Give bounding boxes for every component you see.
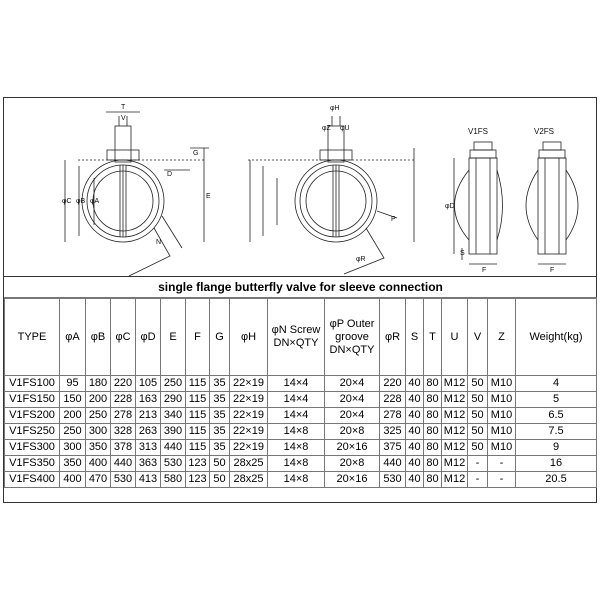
table-cell: 40 — [406, 408, 424, 424]
table-cell: 213 — [136, 408, 161, 424]
table-cell: 14×8 — [268, 472, 325, 488]
table-cell: M10 — [488, 392, 516, 408]
table-cell: 20.5 — [516, 472, 597, 488]
table-cell: 50 — [468, 440, 488, 456]
table-cell: M12 — [442, 392, 468, 408]
table-cell: 290 — [161, 392, 186, 408]
table-cell: 28x25 — [230, 456, 268, 472]
dim-label-v: V — [121, 115, 126, 122]
table-cell: 115 — [186, 424, 210, 440]
table-cell: 14×4 — [268, 376, 325, 392]
table-cell: 35 — [210, 440, 230, 456]
dim-label-n: N — [156, 239, 162, 246]
table-cell: 35 — [210, 392, 230, 408]
table-cell: 300 — [60, 440, 86, 456]
table-cell: 115 — [186, 376, 210, 392]
table-cell: 278 — [380, 408, 406, 424]
table-cell: 375 — [380, 440, 406, 456]
table-cell: 400 — [86, 456, 111, 472]
table-cell: 325 — [380, 424, 406, 440]
table-cell: 115 — [186, 392, 210, 408]
table-cell: V1FS150 — [5, 392, 60, 408]
table-cell: V1FS100 — [5, 376, 60, 392]
table-cell: 80 — [424, 376, 442, 392]
table-cell: 200 — [86, 392, 111, 408]
table-cell: 530 — [380, 472, 406, 488]
table-cell: M12 — [442, 408, 468, 424]
column-header: φN Screw DN×QTY — [268, 299, 325, 376]
side-view-v2fs — [526, 142, 578, 264]
table-cell: 220 — [111, 376, 136, 392]
table-cell: 440 — [161, 440, 186, 456]
table-cell: 20×4 — [325, 376, 380, 392]
column-header: Weight(kg) — [516, 299, 597, 376]
table-title: single flange butterfly valve for sleeve connection — [4, 278, 597, 298]
column-header: E — [161, 299, 186, 376]
table-cell: - — [468, 456, 488, 472]
table-body — [5, 376, 597, 488]
column-header: φH — [230, 299, 268, 376]
dim-label-r: φR — [356, 256, 366, 263]
table-cell: 40 — [406, 424, 424, 440]
column-header: φD — [136, 299, 161, 376]
table-cell: 390 — [161, 424, 186, 440]
column-header: φA — [60, 299, 86, 376]
table-cell: 328 — [111, 424, 136, 440]
table-cell: 50 — [468, 376, 488, 392]
dim-label-phic: φC — [62, 198, 72, 205]
table-cell: 228 — [380, 392, 406, 408]
table-cell: 7.5 — [516, 424, 597, 440]
table-cell: 4 — [516, 376, 597, 392]
table-cell: M12 — [442, 456, 468, 472]
valve-drawing-svg — [4, 98, 596, 276]
table-cell: 340 — [161, 408, 186, 424]
table-cell: 123 — [186, 456, 210, 472]
column-header: U — [442, 299, 468, 376]
table-cell: V1FS350 — [5, 456, 60, 472]
table-cell: 20×16 — [325, 440, 380, 456]
table-cell: 80 — [424, 472, 442, 488]
table-cell: - — [488, 472, 516, 488]
table-cell: 35 — [210, 376, 230, 392]
dim-label-phiu: φU — [340, 125, 350, 132]
column-header: V — [468, 299, 488, 376]
table-cell: 250 — [60, 424, 86, 440]
table-cell: 14×8 — [268, 440, 325, 456]
table-cell: 440 — [111, 456, 136, 472]
dim-label-phib: φB — [76, 198, 86, 205]
dim-label-f2: F — [550, 267, 555, 274]
table-cell: 378 — [111, 440, 136, 456]
table-row — [5, 424, 597, 440]
front-view-groove — [248, 116, 414, 274]
table-cell: 95 — [60, 376, 86, 392]
table-cell: 40 — [406, 392, 424, 408]
table-cell: 20×4 — [325, 392, 380, 408]
table-cell: 22×19 — [230, 376, 268, 392]
table-cell: 20×8 — [325, 456, 380, 472]
table-cell: 22×19 — [230, 424, 268, 440]
spec-table — [4, 278, 597, 488]
table-cell: 20×4 — [325, 408, 380, 424]
table-cell: 40 — [406, 456, 424, 472]
table-cell: 14×4 — [268, 408, 325, 424]
table-row — [5, 408, 597, 424]
table-cell: 105 — [136, 376, 161, 392]
table-cell: 363 — [136, 456, 161, 472]
table-cell: 14×8 — [268, 456, 325, 472]
table-cell: 16 — [516, 456, 597, 472]
table-cell: M12 — [442, 440, 468, 456]
dim-label-f1: F — [482, 267, 487, 274]
table-cell: 28x25 — [230, 472, 268, 488]
table-cell: 80 — [424, 408, 442, 424]
dim-label-phid: φD — [445, 203, 455, 210]
table-cell: M10 — [488, 408, 516, 424]
table-cell: M12 — [442, 376, 468, 392]
table-cell: 278 — [111, 408, 136, 424]
column-header: T — [424, 299, 442, 376]
table-cell: 150 — [60, 392, 86, 408]
table-cell: 263 — [136, 424, 161, 440]
table-row — [5, 376, 597, 392]
table-cell: 35 — [210, 424, 230, 440]
table-cell: M10 — [488, 440, 516, 456]
table-cell: 440 — [380, 456, 406, 472]
table-cell: 530 — [161, 456, 186, 472]
table-cell: 80 — [424, 456, 442, 472]
table-cell: V1FS400 — [5, 472, 60, 488]
table-cell: 250 — [161, 376, 186, 392]
dim-label-p: P — [391, 216, 396, 223]
table-row — [5, 392, 597, 408]
table-cell: 313 — [136, 440, 161, 456]
table-cell: 413 — [136, 472, 161, 488]
column-header: Z — [488, 299, 516, 376]
table-cell: 580 — [161, 472, 186, 488]
table-cell: 123 — [186, 472, 210, 488]
datasheet — [3, 97, 597, 503]
table-cell: M12 — [442, 472, 468, 488]
table-cell: 180 — [86, 376, 111, 392]
table-header-row — [5, 299, 597, 376]
table-cell: 50 — [468, 392, 488, 408]
table-cell: 14×4 — [268, 392, 325, 408]
table-cell: 200 — [60, 408, 86, 424]
table-row — [5, 440, 597, 456]
table-cell: 163 — [136, 392, 161, 408]
dim-label-s: S — [460, 250, 465, 257]
view-title-v2fs: V2FS — [534, 127, 555, 136]
table-cell: 400 — [60, 472, 86, 488]
column-header: φC — [111, 299, 136, 376]
table-cell: M12 — [442, 424, 468, 440]
table-cell: - — [488, 456, 516, 472]
table-row — [5, 456, 597, 472]
dim-label-e: E — [206, 193, 211, 200]
table-cell: 40 — [406, 376, 424, 392]
view-title-v1fs: V1FS — [468, 127, 489, 136]
dim-label-phih: φH — [330, 105, 340, 112]
column-header: φP Outer groove DN×QTY — [325, 299, 380, 376]
table-cell: M10 — [488, 424, 516, 440]
dim-label-phiz: φZ — [322, 125, 331, 132]
table-cell: 22×19 — [230, 408, 268, 424]
table-cell: 22×19 — [230, 392, 268, 408]
table-cell: 9 — [516, 440, 597, 456]
table-cell: 14×8 — [268, 424, 325, 440]
table-cell: 22×19 — [230, 440, 268, 456]
table-cell: V1FS200 — [5, 408, 60, 424]
column-header: G — [210, 299, 230, 376]
table-cell: V1FS250 — [5, 424, 60, 440]
table-cell: 115 — [186, 408, 210, 424]
dim-label-t: T — [121, 104, 126, 111]
dim-label-d: D — [167, 171, 173, 178]
column-header: φR — [380, 299, 406, 376]
table-cell: 20×16 — [325, 472, 380, 488]
table-cell: 350 — [86, 440, 111, 456]
table-cell: 80 — [424, 440, 442, 456]
table-cell: 220 — [380, 376, 406, 392]
table-cell: 5 — [516, 392, 597, 408]
table-row — [5, 472, 597, 488]
column-header: F — [186, 299, 210, 376]
table-cell: 50 — [468, 408, 488, 424]
table-cell: 80 — [424, 392, 442, 408]
table-cell: 20×8 — [325, 424, 380, 440]
table-cell: 35 — [210, 408, 230, 424]
table-cell: 40 — [406, 440, 424, 456]
column-header: TYPE — [5, 299, 60, 376]
table-cell: 115 — [186, 440, 210, 456]
table-cell: 50 — [210, 472, 230, 488]
table-cell: 6.5 — [516, 408, 597, 424]
table-cell: 50 — [210, 456, 230, 472]
table-cell: 300 — [86, 424, 111, 440]
dim-label-phia: φA — [90, 198, 100, 205]
table-cell: 50 — [468, 424, 488, 440]
table-cell: 470 — [86, 472, 111, 488]
table-cell: 40 — [406, 472, 424, 488]
side-view-v1fs — [454, 142, 503, 264]
column-header: φB — [86, 299, 111, 376]
table-cell: V1FS300 — [5, 440, 60, 456]
table-cell: M10 — [488, 376, 516, 392]
table-cell: - — [468, 472, 488, 488]
table-cell: 80 — [424, 424, 442, 440]
table-cell: 350 — [60, 456, 86, 472]
technical-drawing — [4, 98, 596, 277]
table-cell: 228 — [111, 392, 136, 408]
dim-label-g: G — [193, 150, 199, 157]
table-cell: 530 — [111, 472, 136, 488]
table-cell: 250 — [86, 408, 111, 424]
front-view-screw — [65, 112, 209, 276]
column-header: S — [406, 299, 424, 376]
